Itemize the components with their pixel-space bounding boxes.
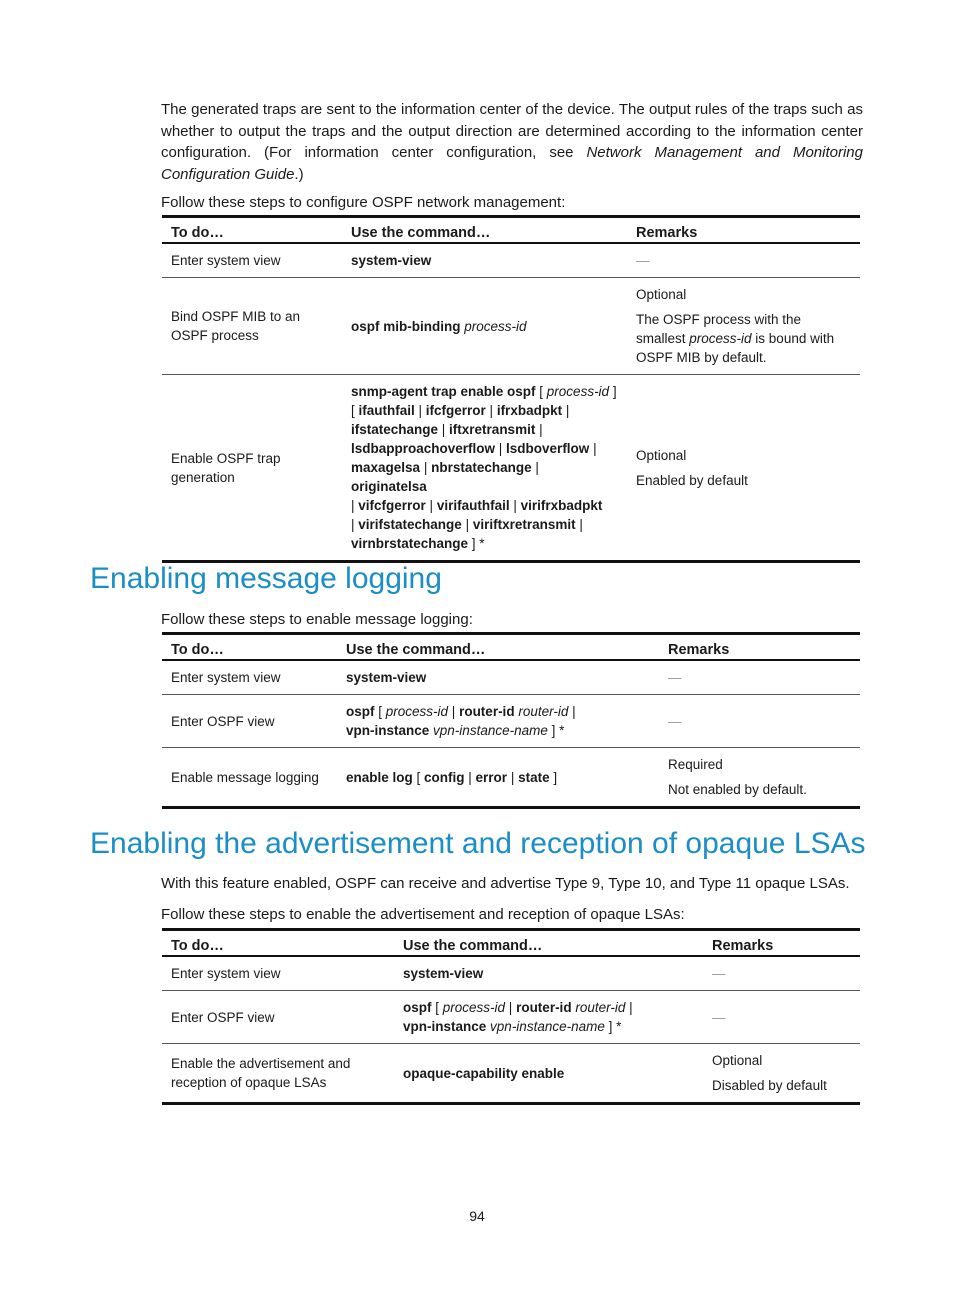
col-header-remarks: Remarks [659,634,860,661]
command-cell: ospf [ process-id | router-id router-id | vpn-instance vpn-instance-name ] * [337,695,659,748]
remark-cell: Required Not enabled by default. [668,757,807,797]
table-row [162,956,860,991]
todo-cell: Enter system view [162,660,337,695]
remark-cell: — [703,991,860,1044]
col-header-command: Use the command… [342,217,627,244]
col-header-command: Use the command… [337,634,659,661]
table2-intro: Follow these steps to enable message logging: [161,611,473,628]
col-header-todo: To do… [162,930,394,957]
command-cell: system-view [394,956,703,991]
table-row [162,695,860,748]
command-cell: ospf [ process-id | router-id router-id | vpn-instance vpn-instance-name ] * [394,991,703,1044]
remark-cell: Optional The OSPF process with the smallest process-id is bound with OSPF MIB by default. [627,278,860,375]
command-cell: ospf mib-binding process-id [342,278,627,375]
opaque-lsa-paragraph: With this feature enabled, OSPF can receive and advertise Type 9, Type 10, and Type 11 opaque LSAs. [161,875,850,892]
remark-cell: — [659,695,860,748]
todo-cell: Enter OSPF view [162,991,394,1044]
todo-cell: Enter OSPF view [162,695,337,748]
remark-cell: Optional Enabled by default [636,447,748,488]
opaque-lsa-table [162,928,860,1105]
todo-cell: Enter system view [162,956,394,991]
remark-cell: — [627,243,860,278]
section-heading-message-logging: Enabling message logging [90,562,442,595]
table-row [162,278,860,375]
command-cell: system-view [337,660,659,695]
todo-cell: Enable message logging [171,769,319,785]
col-header-todo: To do… [162,634,337,661]
ospf-network-management-table [162,215,860,563]
remark-cell: — [703,956,860,991]
command-cell: system-view [342,243,627,278]
command-cell: enable log [ config | error | state ] [346,769,558,785]
col-header-todo: To do… [162,217,342,244]
table-header-row [162,930,860,957]
table-header-row [162,217,860,244]
todo-cell: Enable OSPF trap generation [171,450,281,485]
table1-intro: Follow these steps to configure OSPF network management: [161,194,566,211]
todo-cell: Enter system view [162,243,342,278]
remark-cell: — [659,660,860,695]
message-logging-table [162,632,860,809]
command-cell: snmp-agent trap enable ospf [ process-id ] [ ifauthfail | ifcfgerror | ifrxbadpkt | ifstatechange | iftxretransmit | lsdbapproachoverflow | lsdboverflow | maxagelsa | nbrstatechange | originatelsa | vifcfgerror | virifauthfail | virifrxbadpkt | virifstatechange | viriftxretransmit | virnbrstatechange ] * [351,384,617,551]
table-row [162,991,860,1044]
table-header-row [162,634,860,661]
remark-cell: Optional Disabled by default [712,1053,827,1093]
table-row [162,1044,860,1104]
todo-cell: Bind OSPF MIB to an OSPF process [162,278,342,375]
col-header-command: Use the command… [394,930,703,957]
intro-paragraph-traps: The generated traps are sent to the information center of the device. The output rules of the traps such as whether to output the traps and the output direction are determined according to the information center configuration. (For information center configuration, see Network Management and Monitoring Configuration Guide.) [161,101,863,183]
table-row [162,660,860,695]
col-header-remarks: Remarks [703,930,860,957]
section-heading-opaque-lsas: Enabling the advertisement and reception of opaque LSAs [90,827,866,860]
page-number: 94 [469,1208,485,1224]
table-row [162,243,860,278]
table-row [162,375,860,562]
table3-intro: Follow these steps to enable the advertisement and reception of opaque LSAs: [161,906,685,923]
col-header-remarks: Remarks [627,217,860,244]
todo-cell: Enable the advertisement and reception of opaque LSAs [171,1056,351,1090]
table-row [162,748,860,808]
command-cell: opaque-capability enable [403,1065,565,1081]
